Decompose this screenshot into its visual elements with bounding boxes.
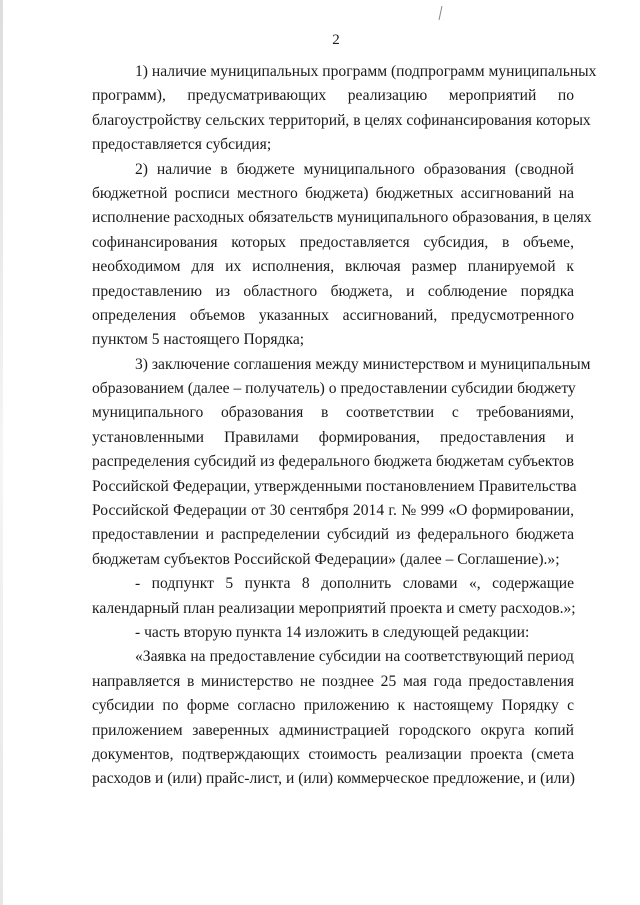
text-line: программ), предусматривающих реализацию мероприятий по	[92, 87, 574, 105]
scan-mark	[439, 6, 443, 20]
text-line: «Заявка на предоставление субсидии на соответствующий период	[135, 648, 574, 666]
text-line: распределения субсидий из федерального бюджета бюджетам субъектов	[92, 453, 574, 471]
text-line: календарный план реализации мероприятий проекта и смету расходов.»;	[92, 599, 576, 617]
text-line: определения объемов указанных ассигнований, предусмотренного	[92, 306, 574, 324]
text-line: расходов и (или) прайс-лист, и (или) коммерческое предложение, и (или)	[92, 770, 575, 788]
text-line: софинансирования которых предоставляется субсидия, в объеме,	[92, 233, 574, 251]
text-line: предоставлении и распределении субсидий из федерального бюджета	[92, 526, 574, 544]
scan-edge	[0, 0, 3, 905]
text-line: предоставлению из областного бюджета, и соблюдение порядка	[92, 282, 574, 300]
text-line: благоустройству сельских территорий, в целях софинансирования которых	[92, 111, 591, 129]
text-line: - часть вторую пункта 14 изложить в следующей редакции:	[135, 623, 530, 641]
text-line: документов, подтверждающих стоимость реализации проекта (смета	[92, 745, 574, 763]
text-line: Российской Федерации от 30 сентября 2014 г. № 999 «О формировании,	[92, 502, 574, 520]
text-line: установленными Правилами формирования, предоставления и	[92, 428, 574, 446]
text-line: 3) заключение соглашения между министерством и муниципальным	[135, 355, 591, 373]
text-line: приложением заверенных администрацией городского округа копий	[92, 721, 574, 739]
text-line: муниципального образования в соответствии с требованиями,	[92, 404, 574, 422]
text-line: - подпункт 5 пункта 8 дополнить словами «, содержащие	[135, 575, 574, 593]
text-line: предоставляется субсидия;	[92, 136, 272, 154]
text-line: образованием (далее – получатель) о предоставлении субсидии бюджету	[92, 380, 576, 398]
text-line: 2) наличие в бюджете муниципального образования (сводной	[135, 160, 574, 178]
page-number: 2	[332, 32, 340, 48]
text-line: субсидии по форме согласно приложению к настоящему Порядку с	[92, 697, 574, 715]
text-line: бюджетам субъектов Российской Федерации» (далее – Соглашение).»;	[92, 550, 560, 568]
text-line: необходимом для их исполнения, включая размер планируемой к	[92, 258, 574, 276]
text-line: Российской Федерации, утвержденными постановлением Правительства	[92, 477, 577, 495]
text-line: исполнение расходных обязательств муниципального образования, в целях	[92, 209, 592, 227]
text-line: направляется в министерство не позднее 25 мая года предоставления	[92, 672, 574, 690]
text-line: бюджетной росписи местного бюджета) бюджетных ассигнований на	[92, 184, 574, 202]
document-body	[92, 60, 597, 792]
text-line: 1) наличие муниципальных программ (подпрограмм муниципальных	[135, 63, 597, 80]
text-line: пунктом 5 настоящего Порядка;	[92, 331, 305, 349]
